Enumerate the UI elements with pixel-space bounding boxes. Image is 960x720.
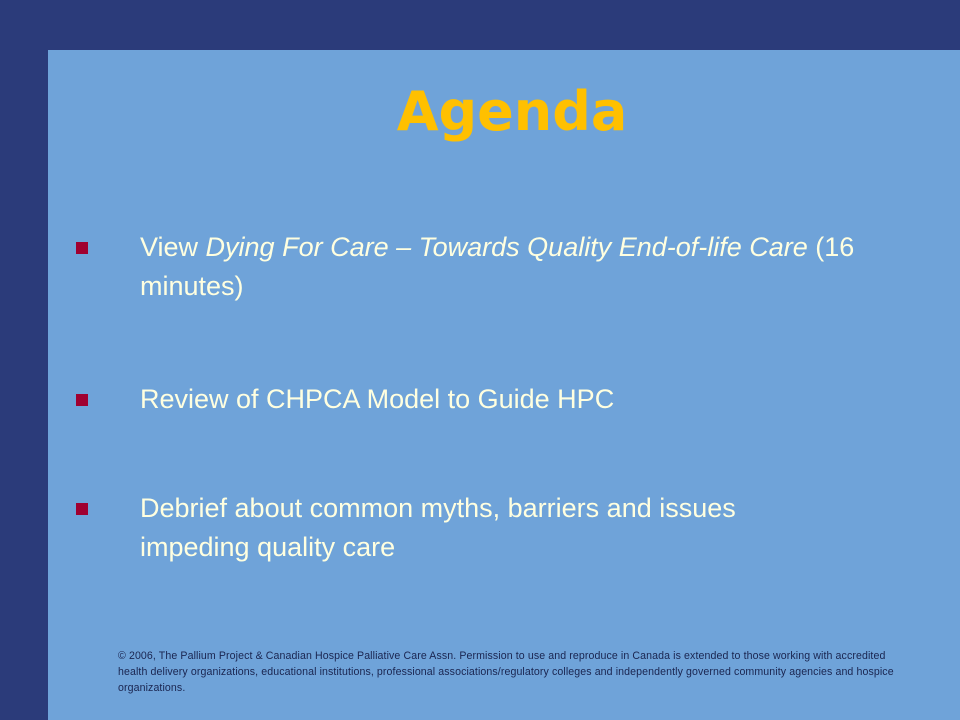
agenda-item-1-video-title: Dying For Care – Towards Quality End-of-life Care bbox=[205, 232, 808, 262]
bullet-marker-1 bbox=[76, 242, 88, 254]
agenda-item-2: Review of CHPCA Model to Guide HPC bbox=[140, 384, 615, 414]
agenda-item-3: Debrief about common myths, barriers and issues impeding quality care bbox=[140, 493, 736, 562]
agenda-item-1-suffix: (16 minutes) bbox=[140, 232, 855, 301]
bullet-marker-2 bbox=[76, 394, 88, 406]
slide-title: Agenda bbox=[396, 80, 628, 143]
bullet-marker-3 bbox=[76, 503, 88, 515]
agenda-item-1-prefix: View bbox=[140, 232, 206, 262]
agenda-item-1 bbox=[140, 228, 860, 306]
copyright-notice: © 2006, The Pallium Project & Canadian Hospice Palliative Care Assn. Permission to use and reproduce in Canada is extended to those working with accredited health delivery organizations, educational institutions, professional associations/regulatory colleges and independently governed community agencies and hospice organizations. bbox=[118, 650, 894, 694]
